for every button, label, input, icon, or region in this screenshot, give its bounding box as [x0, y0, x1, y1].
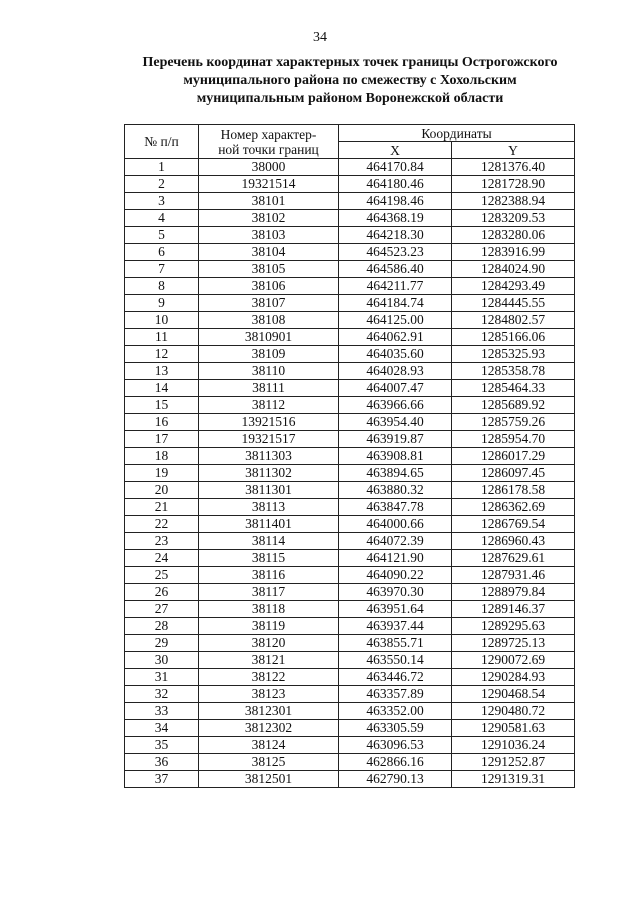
cell-x: 463937.44 — [339, 618, 452, 635]
cell-y: 1291252.87 — [452, 754, 575, 771]
cell-point: 38104 — [199, 244, 339, 261]
cell-y: 1289146.37 — [452, 601, 575, 618]
header-point: Номер характер- ной точки границ — [199, 125, 339, 159]
table-row — [125, 669, 575, 686]
cell-point: 3811301 — [199, 482, 339, 499]
cell-x: 463966.66 — [339, 397, 452, 414]
cell-y: 1285759.26 — [452, 414, 575, 431]
cell-x: 462866.16 — [339, 754, 452, 771]
table-row — [125, 278, 575, 295]
header-num: № п/п — [125, 125, 199, 159]
cell-num: 24 — [125, 550, 199, 567]
cell-num: 35 — [125, 737, 199, 754]
cell-point: 3810901 — [199, 329, 339, 346]
cell-x: 464586.40 — [339, 261, 452, 278]
cell-num: 26 — [125, 584, 199, 601]
cell-x: 464368.19 — [339, 210, 452, 227]
cell-y: 1285464.33 — [452, 380, 575, 397]
table-row — [125, 244, 575, 261]
cell-y: 1281728.90 — [452, 176, 575, 193]
cell-point: 38122 — [199, 669, 339, 686]
cell-num: 7 — [125, 261, 199, 278]
cell-point: 38105 — [199, 261, 339, 278]
cell-point: 38115 — [199, 550, 339, 567]
cell-point: 19321514 — [199, 176, 339, 193]
cell-y: 1290581.63 — [452, 720, 575, 737]
cell-point: 3812302 — [199, 720, 339, 737]
cell-y: 1291319.31 — [452, 771, 575, 788]
cell-y: 1286362.69 — [452, 499, 575, 516]
cell-y: 1288979.84 — [452, 584, 575, 601]
table-row — [125, 584, 575, 601]
cell-point: 38113 — [199, 499, 339, 516]
cell-y: 1291036.24 — [452, 737, 575, 754]
cell-x: 464180.46 — [339, 176, 452, 193]
cell-y: 1286178.58 — [452, 482, 575, 499]
cell-num: 33 — [125, 703, 199, 720]
cell-num: 13 — [125, 363, 199, 380]
cell-point: 3811401 — [199, 516, 339, 533]
cell-y: 1287931.46 — [452, 567, 575, 584]
cell-x: 463550.14 — [339, 652, 452, 669]
cell-x: 464062.91 — [339, 329, 452, 346]
table-row — [125, 448, 575, 465]
table-header — [125, 125, 575, 159]
cell-num: 17 — [125, 431, 199, 448]
cell-num: 22 — [125, 516, 199, 533]
cell-num: 21 — [125, 499, 199, 516]
cell-y: 1284024.90 — [452, 261, 575, 278]
cell-x: 464523.23 — [339, 244, 452, 261]
cell-y: 1282388.94 — [452, 193, 575, 210]
document-title — [110, 54, 590, 108]
cell-x: 464007.47 — [339, 380, 452, 397]
header-y: Y — [452, 142, 575, 159]
cell-point: 38123 — [199, 686, 339, 703]
cell-num: 10 — [125, 312, 199, 329]
cell-num: 20 — [125, 482, 199, 499]
cell-y: 1290072.69 — [452, 652, 575, 669]
table-row — [125, 652, 575, 669]
table-row — [125, 227, 575, 244]
cell-x: 463305.59 — [339, 720, 452, 737]
cell-y: 1283209.53 — [452, 210, 575, 227]
cell-y: 1284293.49 — [452, 278, 575, 295]
table-row — [125, 397, 575, 414]
table-row — [125, 499, 575, 516]
header-x: X — [339, 142, 452, 159]
table-row — [125, 720, 575, 737]
cell-point: 38101 — [199, 193, 339, 210]
table-row — [125, 550, 575, 567]
cell-point: 38106 — [199, 278, 339, 295]
cell-point: 38120 — [199, 635, 339, 652]
cell-num: 5 — [125, 227, 199, 244]
cell-point: 38107 — [199, 295, 339, 312]
table-row — [125, 754, 575, 771]
title-line: муниципальным районом Воронежской области — [196, 91, 504, 106]
table-row — [125, 312, 575, 329]
cell-num: 25 — [125, 567, 199, 584]
cell-point: 19321517 — [199, 431, 339, 448]
cell-num: 30 — [125, 652, 199, 669]
cell-point: 38114 — [199, 533, 339, 550]
cell-y: 1285166.06 — [452, 329, 575, 346]
cell-num: 9 — [125, 295, 199, 312]
cell-point: 38124 — [199, 737, 339, 754]
title-line: муниципального района по смежеству с Хохольским — [183, 73, 517, 88]
cell-num: 18 — [125, 448, 199, 465]
cell-point: 38108 — [199, 312, 339, 329]
cell-x: 463880.32 — [339, 482, 452, 499]
cell-x: 464125.00 — [339, 312, 452, 329]
cell-x: 462790.13 — [339, 771, 452, 788]
cell-num: 32 — [125, 686, 199, 703]
cell-x: 463855.71 — [339, 635, 452, 652]
table-row — [125, 482, 575, 499]
table-row — [125, 635, 575, 652]
cell-y: 1290468.54 — [452, 686, 575, 703]
cell-num: 28 — [125, 618, 199, 635]
cell-x: 463446.72 — [339, 669, 452, 686]
cell-y: 1284802.57 — [452, 312, 575, 329]
cell-num: 6 — [125, 244, 199, 261]
cell-num: 19 — [125, 465, 199, 482]
cell-point: 3811303 — [199, 448, 339, 465]
title-line: Перечень координат характерных точек границы Острогожского — [142, 55, 558, 70]
cell-y: 1286769.54 — [452, 516, 575, 533]
cell-num: 34 — [125, 720, 199, 737]
cell-x: 464028.93 — [339, 363, 452, 380]
table-row — [125, 771, 575, 788]
cell-y: 1286097.45 — [452, 465, 575, 482]
cell-y: 1284445.55 — [452, 295, 575, 312]
table-row — [125, 601, 575, 618]
cell-y: 1283280.06 — [452, 227, 575, 244]
cell-num: 36 — [125, 754, 199, 771]
page-number: 34 — [313, 30, 327, 45]
cell-point: 38000 — [199, 159, 339, 176]
cell-num: 1 — [125, 159, 199, 176]
cell-num: 14 — [125, 380, 199, 397]
cell-num: 16 — [125, 414, 199, 431]
table-row — [125, 414, 575, 431]
cell-x: 463951.64 — [339, 601, 452, 618]
cell-x: 464121.90 — [339, 550, 452, 567]
cell-x: 464218.30 — [339, 227, 452, 244]
cell-x: 463894.65 — [339, 465, 452, 482]
table-row — [125, 363, 575, 380]
table-row — [125, 261, 575, 278]
cell-x: 463847.78 — [339, 499, 452, 516]
cell-y: 1285325.93 — [452, 346, 575, 363]
cell-y: 1286960.43 — [452, 533, 575, 550]
cell-point: 38103 — [199, 227, 339, 244]
table-row — [125, 329, 575, 346]
cell-y: 1286017.29 — [452, 448, 575, 465]
cell-point: 38116 — [199, 567, 339, 584]
cell-point: 38117 — [199, 584, 339, 601]
table-row — [125, 193, 575, 210]
table-row — [125, 465, 575, 482]
cell-y: 1285358.78 — [452, 363, 575, 380]
cell-num: 8 — [125, 278, 199, 295]
cell-point: 13921516 — [199, 414, 339, 431]
cell-x: 464000.66 — [339, 516, 452, 533]
coordinates-table — [124, 124, 575, 788]
table-row — [125, 295, 575, 312]
cell-point: 3811302 — [199, 465, 339, 482]
cell-point: 38118 — [199, 601, 339, 618]
cell-x: 463954.40 — [339, 414, 452, 431]
cell-x: 464211.77 — [339, 278, 452, 295]
cell-y: 1290284.93 — [452, 669, 575, 686]
cell-y: 1289725.13 — [452, 635, 575, 652]
table-row — [125, 703, 575, 720]
header-coords: Координаты — [339, 125, 575, 142]
cell-num: 15 — [125, 397, 199, 414]
cell-x: 464170.84 — [339, 159, 452, 176]
table-body — [125, 159, 575, 788]
cell-num: 3 — [125, 193, 199, 210]
table-row — [125, 533, 575, 550]
cell-num: 4 — [125, 210, 199, 227]
cell-point: 38119 — [199, 618, 339, 635]
table-row — [125, 618, 575, 635]
cell-y: 1285689.92 — [452, 397, 575, 414]
table-row — [125, 516, 575, 533]
cell-point: 3812501 — [199, 771, 339, 788]
cell-num: 31 — [125, 669, 199, 686]
cell-x: 463970.30 — [339, 584, 452, 601]
cell-y: 1285954.70 — [452, 431, 575, 448]
table-row — [125, 737, 575, 754]
cell-point: 3812301 — [199, 703, 339, 720]
cell-point: 38110 — [199, 363, 339, 380]
cell-x: 463096.53 — [339, 737, 452, 754]
cell-point: 38111 — [199, 380, 339, 397]
cell-point: 38121 — [199, 652, 339, 669]
cell-y: 1287629.61 — [452, 550, 575, 567]
cell-x: 464184.74 — [339, 295, 452, 312]
table-row — [125, 380, 575, 397]
cell-num: 29 — [125, 635, 199, 652]
cell-point: 38125 — [199, 754, 339, 771]
cell-x: 463357.89 — [339, 686, 452, 703]
cell-point: 38112 — [199, 397, 339, 414]
cell-num: 23 — [125, 533, 199, 550]
cell-num: 12 — [125, 346, 199, 363]
cell-x: 464072.39 — [339, 533, 452, 550]
cell-x: 463352.00 — [339, 703, 452, 720]
cell-x: 464035.60 — [339, 346, 452, 363]
cell-x: 463908.81 — [339, 448, 452, 465]
table-row — [125, 176, 575, 193]
cell-num: 11 — [125, 329, 199, 346]
cell-x: 464090.22 — [339, 567, 452, 584]
cell-x: 463919.87 — [339, 431, 452, 448]
cell-num: 27 — [125, 601, 199, 618]
cell-x: 464198.46 — [339, 193, 452, 210]
table-row — [125, 567, 575, 584]
cell-point: 38109 — [199, 346, 339, 363]
cell-y: 1289295.63 — [452, 618, 575, 635]
cell-y: 1281376.40 — [452, 159, 575, 176]
cell-num: 2 — [125, 176, 199, 193]
table-row — [125, 686, 575, 703]
cell-point: 38102 — [199, 210, 339, 227]
table-row — [125, 159, 575, 176]
table-row — [125, 210, 575, 227]
cell-y: 1290480.72 — [452, 703, 575, 720]
table-row — [125, 431, 575, 448]
cell-y: 1283916.99 — [452, 244, 575, 261]
cell-num: 37 — [125, 771, 199, 788]
table-row — [125, 346, 575, 363]
